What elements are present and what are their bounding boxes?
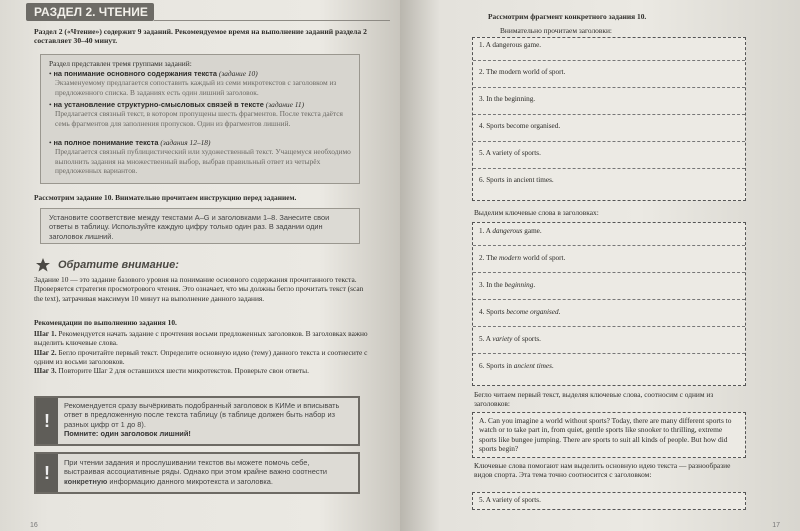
group-3-title: на полное понимание текста [53,138,159,147]
group-1 [49,69,351,97]
keyword-item-1: 1. A dangerous game. [479,227,542,235]
bullet-icon: • [49,138,54,147]
right-page [400,0,800,531]
instruction-text: Установите соответствие между текстами A–G и заголовками 1–8. Занесите свои ответы в таблицу. Используйте каждую цифру только один раз. В задании один заголовок лишний. [49,213,330,241]
keyword-item-6: 6. Sports in ancient times. [479,362,554,370]
tip-box-1 [34,396,360,446]
step-3: Шаг 3. Повторите Шаг 2 для оставшихся шести микротекстов. Проверьте свои ответы. [34,366,309,376]
section-title: РАЗДЕЛ 2. ЧТЕНИЕ [26,3,154,21]
tip-1-text: Рекомендуется сразу вычёркивать подобранный заголовок в КИМе и вписывать ответ в предложенную после текста таблицу (в таблице должен быть набор из разных цифр от 1 до 8). Помните: один заголовок лишний! [64,401,352,438]
heading-item-4: 4. Sports become organised. [479,122,561,130]
attention-text: Задание 10 — это задание базового уровня на понимание основного содержания прочитанного текста. Проверяется стратегия просмотрового чтения. Это означает, что мы должны бегло прочитать текст (scan the text), затрачивая максимум 10 минут на выполнение данного задания. [34,275,364,303]
keyword-item-5: 5. A variety of sports. [479,335,541,343]
step-2: Шаг 2. Бегло прочитайте первый текст. Определите основную идею (тему) данного текста и соотнесите с одним из восьми заголовков. [34,347,368,366]
heading-item-5: 5. A variety of sports. [479,149,541,157]
tip-box-2 [34,452,360,494]
group-2-ref: (задание 11) [265,100,305,109]
steps-list [34,329,374,375]
heading-item-3: 3. In the beginning. [479,95,536,103]
fragment-heading: Рассмотрим фрагмент конкретного задания 10. [488,12,647,21]
group-3-desc: Предлагается связный публицистический или художественный текст. Учащемуся необходимо выполнить задания на множественный выбор, выбрав правильный ответ из четырёх предложенных вариантов. [55,147,351,175]
group-3-ref: (задания 12–18) [160,138,211,147]
keywords-box [472,222,746,386]
heading-item-6: 6. Sports in ancient times. [479,176,554,184]
section-intro: Раздел 2 («Чтение») содержит 9 заданий. Рекомендуемое время на выполнение заданий раздела 2 составляет 30–40 минут. [34,27,367,46]
task10-heading: Рассмотрим задание 10. Внимательно прочитаем инструкцию перед заданием. [34,193,297,202]
read-first-text: Бегло читаем первый текст, выделяя ключевые слова, соотносим с одним из заголовков: [474,390,714,409]
heading-item-1: 1. A dangerous game. [479,41,542,49]
keyword-item-4: 4. Sports become organised. [479,308,561,316]
group-2 [49,100,351,128]
group-3 [49,138,351,175]
group-2-title: на установление структурно-смысловых связей в тексте [53,100,264,109]
keyword-item-2: 2. The modern world of sport. [479,254,566,262]
group-1-ref: (задание 10) [218,69,258,78]
exclamation-icon: ! [36,454,58,492]
group-1-desc: Экзаменуемому предлагается сопоставить каждый из семи микротекстов с заголовком из предложенного списка. В заданиях есть один лишний заголовок. [55,78,337,97]
bullet-icon: • [49,69,54,78]
group-2-desc: Предлагается связный текст, в котором пропущены шесть фрагментов. После текста даётся семь фрагментов для заполнения пропусков. Один из фрагментов лишний. [55,109,343,128]
keyword-item-3: 3. In the beginning. [479,281,536,289]
bullet-icon: • [49,100,54,109]
recommend-heading: Рекомендации по выполнению задания 10. [34,318,177,327]
text-a: A. Can you imagine a world without sports? Today, there are many different sports to watch or to take part in, from quiet, gentle sports like snooker to thrilling, extreme sports like bungee jumping. There are sports to suit all kinds of people. But how did sports begin? [479,416,732,453]
attention-title: Обратите внимание: [58,259,179,271]
groups-heading: Раздел представлен тремя группами заданий: [49,59,192,68]
conclusion-text: Ключевые слова помогают нам выделить основную идею текста — разнообразие видов спорта. Эта тема точно соотносится с заголовком: [474,461,731,480]
section-rule [154,20,390,21]
step-1: Шаг 1. Рекомендуется начать задание с прочтения восьми предложенных заголовков. В заголовках важно выделить ключевые слова. [34,329,368,348]
group-1-title: на понимание основного содержания текста [53,69,218,78]
tip-2-text: При чтении задания и прослушивании текстов вы можете помочь себе, выстраивая ассоциативные ряды. Однако при этом крайне важно соотнести конкретную информацию данного микротекста и заголовка. [64,458,328,486]
tip-1-bold: Помните: один заголовок лишний! [64,428,191,438]
exclamation-icon: ! [36,398,58,444]
left-page-number: 16 [30,522,38,529]
answer-item: 5. A variety of sports. [479,496,541,504]
headings-box [472,37,746,201]
keywords-heading: Выделим ключевые слова в заголовках: [474,208,599,217]
read-headings-subheading: Внимательно прочитаем заголовки: [500,26,612,35]
text-a-box [472,412,746,458]
answer-box [472,492,746,510]
groups-box [40,54,360,184]
heading-item-2: 2. The modern world of sport. [479,68,566,76]
attention-star-icon [36,258,50,272]
right-page-number: 17 [772,522,780,529]
instruction-box [40,208,360,244]
